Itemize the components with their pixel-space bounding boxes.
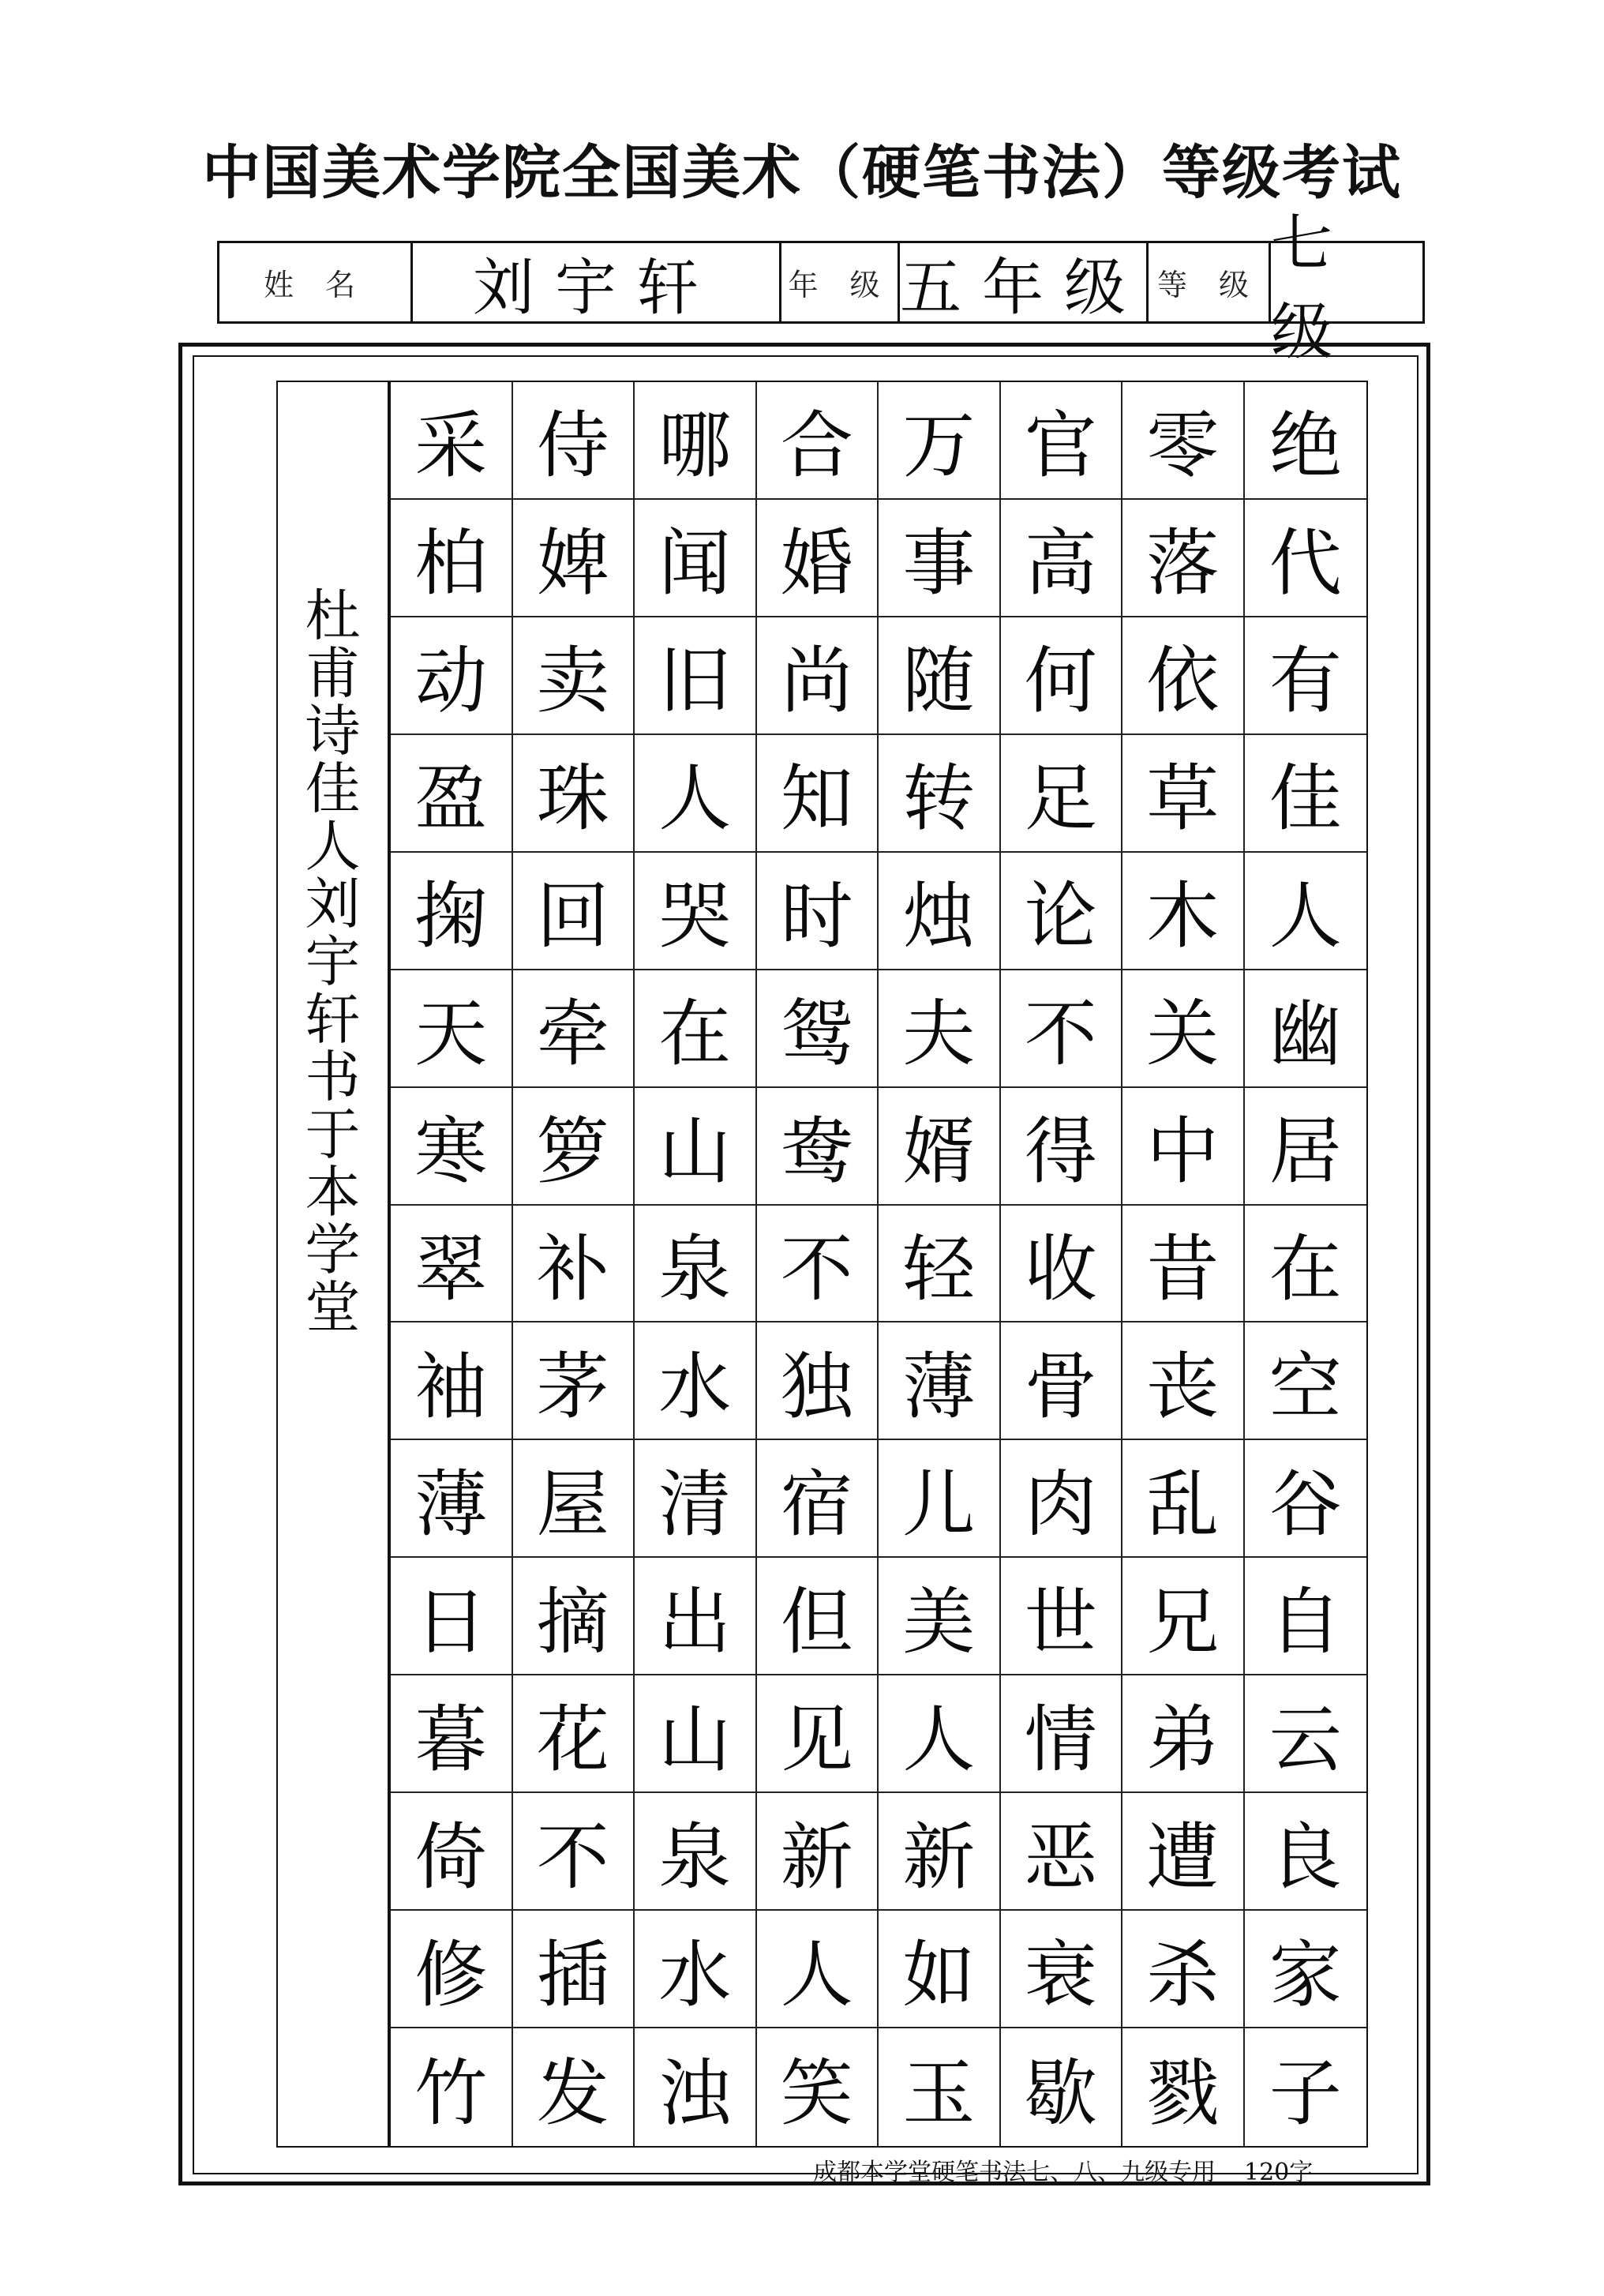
grid-cell: 闻 [635,500,757,617]
grid-cell: 寒 [391,1088,513,1206]
grid-cell: 婚 [757,500,879,617]
character-count: 120字 [1244,2159,1314,2186]
grid-cell: 鸳 [757,970,879,1088]
grid-cell: 如 [879,1911,1001,2028]
grid-cell: 泉 [635,1793,757,1911]
grid-cell: 丧 [1122,1322,1245,1440]
grid-cell: 屋 [513,1440,635,1558]
name-value: 刘宇轩 [472,252,719,324]
inscription-char: 佳 [305,756,361,821]
grid-cell: 婿 [879,1088,1001,1206]
grid-cell: 天 [391,970,513,1088]
grid-cell: 日 [391,1558,513,1675]
grid-cell: 在 [1245,1206,1367,1323]
grid-cell: 夫 [879,970,1001,1088]
grid-cell: 良 [1245,1793,1367,1911]
grid-cell: 收 [1001,1206,1123,1323]
inscription-char: 堂 [305,1275,361,1340]
grid-cell: 牵 [513,970,635,1088]
grid-cell: 万 [879,382,1001,500]
grid-cell: 笑 [757,2028,879,2146]
grid-cell: 新 [757,1793,879,1911]
grade-label: 年 级 [788,268,891,302]
grid-cell: 合 [757,382,879,500]
grid-cell: 摘 [513,1558,635,1675]
grid-cell: 出 [635,1558,757,1675]
grid-cell: 茅 [513,1322,635,1440]
grid-cell: 动 [391,617,513,735]
grid-cell: 足 [1001,735,1123,853]
grid-cell: 转 [879,735,1001,853]
inscription-char: 轩 [305,987,361,1052]
grid-cell: 世 [1001,1558,1123,1675]
grid-cell: 关 [1122,970,1245,1088]
grid-cell: 人 [635,735,757,853]
grid-cell: 高 [1001,500,1123,617]
grid-cell: 旧 [635,617,757,735]
grid-cell: 情 [1001,1675,1123,1793]
grid-cell: 水 [635,1322,757,1440]
grid-cell: 哪 [635,382,757,500]
grid-cell: 鸯 [757,1088,879,1206]
grid-cell: 回 [513,853,635,970]
grid-cell: 居 [1245,1088,1367,1206]
grade-value: 五年级 [900,252,1147,324]
grid-cell: 山 [635,1675,757,1793]
inscription-char: 于 [305,1102,361,1167]
grid-cell: 佳 [1245,735,1367,853]
footer-usage-note: 成都本学堂硬笔书法七、八、九级专用 [813,2159,1216,2186]
grid-cell: 婢 [513,500,635,617]
grid-cell: 昔 [1122,1206,1245,1323]
grid-cell: 但 [757,1558,879,1675]
grid-cell: 盈 [391,735,513,853]
grid-cell: 遭 [1122,1793,1245,1911]
grid-cell: 翠 [391,1206,513,1323]
grid-cell: 修 [391,1911,513,2028]
grid-cell: 零 [1122,382,1245,500]
grid-cell: 独 [757,1322,879,1440]
inscription-char: 宇 [305,929,361,994]
grid-cell: 发 [513,2028,635,2146]
level-value-cell [1271,208,1422,368]
grid-cell: 花 [513,1675,635,1793]
inscription-char: 杜 [305,583,361,648]
inscription-text [278,583,388,1340]
grid-cell: 美 [879,1558,1001,1675]
grid-cell: 浊 [635,2028,757,2146]
student-info-table [217,208,1425,368]
grid-cell: 中 [1122,1088,1245,1206]
grade-label-cell [781,243,900,321]
grid-cell: 官 [1001,382,1123,500]
grid-cell: 薄 [879,1322,1001,1440]
grid-cell: 有 [1245,617,1367,735]
grid-cell: 木 [1122,853,1245,970]
inscription-char: 书 [305,1045,361,1109]
grid-cell: 空 [1245,1322,1367,1440]
grid-cell: 轻 [879,1206,1001,1323]
grid-cell: 落 [1122,500,1245,617]
grid-cell: 骨 [1001,1322,1123,1440]
grid-cell: 得 [1001,1088,1123,1206]
grid-cell: 依 [1122,617,1245,735]
grid-cell: 采 [391,382,513,500]
grid-cell: 恶 [1001,1793,1123,1911]
grid-cell: 草 [1122,735,1245,853]
inscription-char: 人 [305,814,361,879]
grid-cell: 肉 [1001,1440,1123,1558]
grid-cell: 箩 [513,1088,635,1206]
grid-cell: 侍 [513,382,635,500]
inscription-char: 本 [305,1160,361,1225]
grid-cell: 兄 [1122,1558,1245,1675]
grid-cell: 乱 [1122,1440,1245,1558]
name-value-cell [413,243,781,324]
grid-cell: 宿 [757,1440,879,1558]
grid-cell: 知 [757,735,879,853]
grid-cell: 自 [1245,1558,1367,1675]
grid-cell: 新 [879,1793,1001,1911]
grid-cell: 随 [879,617,1001,735]
grid-cell: 幽 [1245,970,1367,1088]
grid-cell: 泉 [635,1206,757,1323]
grid-cell: 补 [513,1206,635,1323]
grid-cell: 衰 [1001,1911,1123,2028]
grid-cell: 烛 [879,853,1001,970]
grid-cell: 在 [635,970,757,1088]
inscription-char: 诗 [305,699,361,763]
grid-cell: 插 [513,1911,635,2028]
name-label: 姓 名 [263,268,367,302]
grid-cell: 歇 [1001,2028,1123,2146]
grid-cell: 竹 [391,2028,513,2146]
grid-cell: 暮 [391,1675,513,1793]
grid-cell: 绝 [1245,382,1367,500]
footer-note [813,2152,1313,2187]
grid-cell: 代 [1245,500,1367,617]
grid-cell: 不 [1001,970,1123,1088]
grid-cell: 杀 [1122,1911,1245,2028]
grid-cell: 倚 [391,1793,513,1911]
grid-cell: 谷 [1245,1440,1367,1558]
grid-cell: 清 [635,1440,757,1558]
grid-cell: 水 [635,1911,757,2028]
grid-cell: 哭 [635,853,757,970]
grid-cell: 玉 [879,2028,1001,2146]
grid-cell: 戮 [1122,2028,1245,2146]
grid-cell: 家 [1245,1911,1367,2028]
exam-title: 中国美术学院全国美术（硬笔书法）等级考试 [202,139,1402,207]
grid-cell: 柏 [391,500,513,617]
grid-cell: 儿 [879,1440,1001,1558]
grid-cell: 人 [757,1911,879,2028]
grid-cell: 不 [513,1793,635,1911]
grid-cell: 卖 [513,617,635,735]
name-label-cell [219,243,413,321]
grid-cell: 何 [1001,617,1123,735]
grid-cell: 珠 [513,735,635,853]
grid-cell: 薄 [391,1440,513,1558]
grid-cell: 云 [1245,1675,1367,1793]
grid-cell: 人 [1245,853,1367,970]
grid-cell: 人 [879,1675,1001,1793]
inscription-column [276,381,389,2148]
grid-cell: 子 [1269,2050,1342,2136]
grid-cell: 袖 [391,1322,513,1440]
grid-cell: 不 [757,1206,879,1323]
grid-cell: 论 [1001,853,1123,970]
grid-cell: 掬 [391,853,513,970]
inscription-char: 甫 [305,641,361,706]
grid-cell: 尚 [757,617,879,735]
inscription-char: 学 [305,1217,361,1282]
grid-cell: 事 [879,500,1001,617]
grid-cell: 弟 [1122,1675,1245,1793]
grid-cell: 山 [635,1088,757,1206]
grid-cell: 时 [757,853,879,970]
level-label: 等 级 [1156,268,1261,302]
calligraphy-grid [389,381,1368,2148]
grid-cell: 见 [757,1675,879,1793]
level-label-cell [1149,243,1271,321]
level-value: 七级 [1271,208,1354,368]
grade-value-cell [900,243,1149,324]
inscription-char: 刘 [305,872,361,936]
